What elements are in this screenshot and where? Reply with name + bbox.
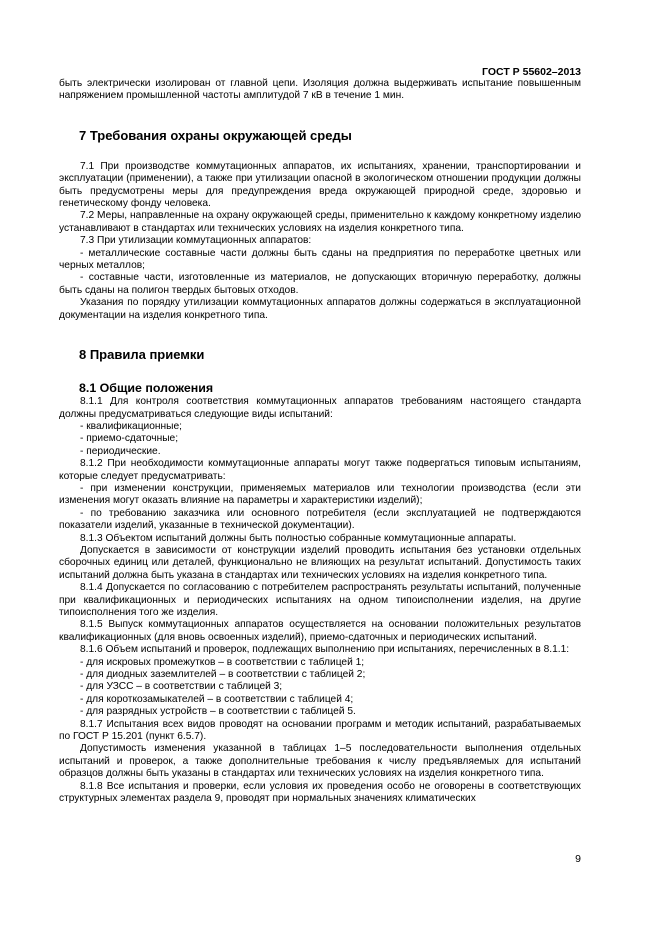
paragraph-7-1: 7.1 При производстве коммутационных аппаратов, их испытаниях, хранении, транспортировании и эксплуатации (применении), а также при утилизации опасной в экологическом отношении продукции должны быть предусмотрены меры для предупреждения вреда окружающей природной среде, здоровью и генетическому фонду человека. bbox=[59, 160, 581, 210]
subsection-8-1-heading: 8.1 Общие положения bbox=[79, 381, 214, 396]
paragraph-8-1-4: 8.1.4 Допускается по согласованию с потребителем распространять результаты испытаний, полученные при квалификационных и периодических испытаниях на одном типоисполнении изделия, на другие типоисполнения того же изделия. bbox=[59, 582, 581, 618]
list-item: - для диодных заземлителей – в соответствии с таблицей 2; bbox=[80, 669, 366, 681]
list-item: - по требованию заказчика или основного потребителя (если эксплуатацией не подтверждаются показатели изделий, указанные в технической документации). bbox=[59, 507, 581, 532]
section-8-heading: 8 Правила приемки bbox=[79, 347, 205, 363]
paragraph-8-1-3: 8.1.3 Объектом испытаний должны быть полностью собранные коммутационные аппараты. bbox=[80, 532, 517, 544]
list-item: - периодические. bbox=[80, 445, 161, 457]
paragraph-test-exemption: Допускается в зависимости от конструкции изделий проводить испытания без установки отдельных сборочных единиц или деталей, функционально не влияющих на результат испытаний. Допустимость таких испытаний должна быть указана в стандартах или технических условиях на изделия конкретного типа. bbox=[59, 544, 581, 581]
list-item: - для разрядных устройств – в соответствии с таблицей 5. bbox=[80, 706, 356, 718]
list-item-nonrecyclable-parts: - составные части, изготовленные из материалов, не допускающих вторичную переработку, должны быть сданы на полигон твердых бытовых отходов. bbox=[59, 272, 581, 296]
paragraph-8-1-7: 8.1.7 Испытания всех видов проводят на основании программ и методик испытаний, разрабатываемых по ГОСТ Р 15.201 (пункт 6.5.7). bbox=[59, 718, 581, 743]
list-item: - для искровых промежутков – в соответствии с таблицей 1; bbox=[80, 656, 365, 668]
paragraph-8-1-5: 8.1.5 Выпуск коммутационных аппаратов осуществляется на основании положительных результатов квалификационных (для вновь освоенных изделий), приемо-сдаточных и периодических испытаний. bbox=[59, 619, 581, 643]
paragraph-7-2: 7.2 Меры, направленные на охрану окружающей среды, применительно к каждому конкретному изделию устанавливают в стандартах или технических условиях на изделия конкретного типа. bbox=[59, 210, 581, 234]
page-number: 9 bbox=[575, 853, 581, 865]
list-item: - при изменении конструкции, применяемых материалов или технологии производства (если эти изменения могут оказать влияние на параметры и характеристики изделий); bbox=[59, 482, 581, 507]
paragraph-8-1-1: 8.1.1 Для контроля соответствия коммутационных аппаратов требованиям настоящего стандарта должны предусматриваться следующие виды испытаний: bbox=[59, 396, 581, 420]
list-item-metal-parts: - металлические составные части должны быть сданы на предприятия по переработке цветных или черных металлов; bbox=[59, 247, 581, 272]
document-body bbox=[59, 78, 581, 806]
paragraph-sequence-change: Допустимость изменения указанной в таблицах 1–5 последовательности выполнения отдельных испытаний и проверок, а также дополнительные требования к числу предъявляемых для испытаний образцов должны быть указаны в стандартах или технических условиях на изделия конкретного типа. bbox=[59, 743, 581, 780]
list-item: - приемо-сдаточные; bbox=[80, 433, 179, 445]
paragraph-8-1-6: 8.1.6 Объем испытаний и проверок, подлежащих выполнению при испытаниях, перечисленных в 8.1.1: bbox=[80, 644, 570, 656]
paragraph-7-3: 7.3 При утилизации коммутационных аппаратов: bbox=[80, 235, 312, 247]
list-item: - для короткозамыкателей – в соответствии с таблицей 4; bbox=[80, 693, 354, 705]
list-item: - квалификационные; bbox=[80, 420, 182, 432]
section-7-heading: 7 Требования охраны окружающей среды bbox=[79, 127, 352, 143]
list-item: - для УЗСС – в соответствии с таблицей 3; bbox=[80, 681, 283, 693]
intro-paragraph: быть электрически изолирован от главной цепи. Изоляция должна выдерживать испытание повышенным напряжением промышленной частоты амплитудой 7 кВ в течение 1 мин. bbox=[59, 78, 581, 102]
document-code-header: ГОСТ Р 55602–2013 bbox=[482, 66, 581, 78]
paragraph-8-1-8: 8.1.8 Все испытания и проверки, если условия их проведения особо не оговорены в соответствующих структурных элементах раздела 9, проводят при нормальных значениях климатических bbox=[59, 780, 581, 805]
paragraph-8-1-2: 8.1.2 При необходимости коммутационные аппараты могут также подвергаться типовым испытаниям, которые следует предусматривать: bbox=[59, 458, 581, 482]
paragraph-disposal-instructions: Указания по порядку утилизации коммутационных аппаратов должны содержаться в эксплуатационной документации на изделия конкретного типа. bbox=[59, 297, 581, 321]
